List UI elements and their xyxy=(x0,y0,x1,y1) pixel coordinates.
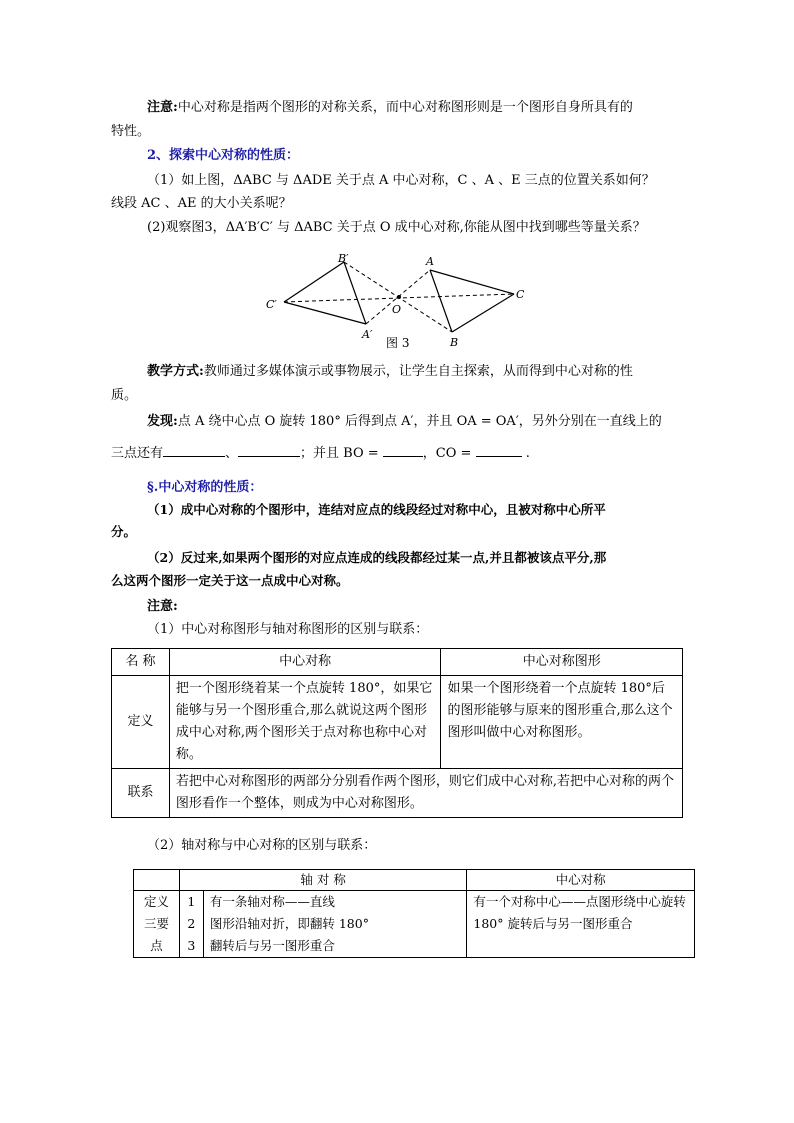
section-heading-properties: §.中心对称的性质： xyxy=(147,480,263,495)
edge-c1-b1 xyxy=(284,262,344,302)
label-a: A xyxy=(426,255,434,268)
edge-b-c xyxy=(452,294,514,332)
label-b-prime: B′ xyxy=(338,252,349,265)
discovery-text-e: . xyxy=(525,446,530,461)
table1-header-name: 名 称 xyxy=(112,649,170,676)
table1-row-relation-label: 联系 xyxy=(112,769,170,818)
note-label-2: 注意: xyxy=(147,599,178,614)
discovery-label: 发现: xyxy=(147,414,178,429)
table2-axis-point-3: 翻转后与另一图形重合 xyxy=(209,938,335,953)
table2-num-3: 3 xyxy=(187,938,196,953)
discovery-line2 xyxy=(111,442,530,464)
table1-header-centrosymmetric-figure: 中心对称图形 xyxy=(441,649,683,676)
blank-3[interactable] xyxy=(383,442,423,457)
label-o: O xyxy=(392,303,402,316)
edge-b1-a1 xyxy=(344,262,366,324)
table2-header-empty xyxy=(134,870,180,891)
question-1-line1: （1）如上图，ΔABC 与 ΔADE 关于点 A 中心对称，C 、A 、E 三点的位置关系如何？ xyxy=(147,173,655,188)
teaching-continuation: 质。 xyxy=(111,388,138,403)
table-2-title: （2）轴对称与中心对称的区别与联系： xyxy=(147,838,377,853)
teaching-method xyxy=(147,362,633,382)
discovery-text: 点 A 绕中心点 O 旋转 180° 后得到点 A′，并且 OA = OA′，另外分别在一直线上的 xyxy=(177,414,662,429)
table2-row-label xyxy=(134,891,180,958)
comparison-table-2 xyxy=(133,869,695,958)
discovery-text-c: ；并且 BO = xyxy=(300,446,379,461)
edge-a-b xyxy=(430,270,452,332)
discovery-line1 xyxy=(147,412,662,432)
center-point-o xyxy=(397,295,401,299)
table2-label-line-1: 定义 xyxy=(143,894,169,909)
table2-header-central-symmetry: 中心对称 xyxy=(467,870,695,891)
table2-axis-points xyxy=(203,891,467,958)
table2-header-axis-symmetry: 轴 对 称 xyxy=(179,870,466,891)
comparison-table-1 xyxy=(111,648,683,818)
property-2-line2: 么这两个图形一定关于这一点成中心对称。 xyxy=(111,573,349,588)
label-c-prime: C′ xyxy=(266,298,277,311)
table2-num-2: 2 xyxy=(187,916,196,931)
table2-center-points: 有一个对称中心——点图形绕中心旋转 180° 旋转后与另一图形重合 xyxy=(467,891,695,958)
table1-row-definition-label: 定义 xyxy=(112,676,170,769)
table-1-title: （1）中心对称图形与轴对称图形的区别与联系： xyxy=(147,622,429,637)
table2-axis-point-1: 有一条轴对称——直线 xyxy=(209,894,335,909)
note-label: 注意: xyxy=(147,100,178,115)
property-1-line2: 分。 xyxy=(111,524,137,539)
table1-definition-centrosymmetric-figure: 如果一个图形绕着一个点旋转 180°后的图形能够与原来的图形重合,那么这个图形叫做中心对称图形。 xyxy=(441,676,683,769)
table2-label-line-2: 三要 xyxy=(143,916,169,931)
blank-2[interactable] xyxy=(238,442,300,457)
discovery-text-a: 三点还有 xyxy=(111,446,164,461)
property-2-line1: （2）反过来,如果两个图形的对应点连成的线段都经过某一点,并且都被该点平分,那 xyxy=(147,550,607,565)
edge-c1-a1 xyxy=(284,302,366,324)
section-heading-explore: 2、探索中心对称的性质： xyxy=(147,148,300,163)
label-b: B xyxy=(450,336,459,349)
table2-label-line-3: 点 xyxy=(150,938,163,953)
discovery-text-d: ，CO = xyxy=(422,446,472,461)
table1-relation-text: 若把中心对称图形的两部分分别看作两个图形，则它们成中心对称,若把中心对称的两个图形看作一个整体，则成为中心对称图形。 xyxy=(169,769,682,818)
figure-caption: 图 3 xyxy=(386,336,410,350)
table2-numbers xyxy=(179,891,203,958)
table2-axis-point-2: 图形沿轴对折，即翻转 180° xyxy=(209,916,369,931)
label-c: C xyxy=(516,288,525,301)
table1-definition-central-symmetry: 把一个图形绕着某一个点旋转 180°，如果它能够与另一个图形重合,那么就说这两个图形成中心对称,两个图形关于点对称也称中心对称。 xyxy=(169,676,441,769)
question-1-line2: 线段 AC 、AE 的大小关系呢？ xyxy=(111,196,292,211)
teaching-label: 教学方式: xyxy=(147,364,204,379)
table2-num-1: 1 xyxy=(187,894,196,909)
figure-3-diagram xyxy=(260,250,540,350)
property-1-line1: （1）成中心对称的个图形中，连结对应点的线段经过对称中心，且被对称中心所平 xyxy=(147,502,606,517)
note-text: 中心对称是指两个图形的对称关系，而中心对称图形则是一个图形自身所具有的 xyxy=(177,100,633,115)
table1-header-central-symmetry: 中心对称 xyxy=(169,649,441,676)
note-paragraph xyxy=(147,98,633,118)
note-continuation: 特性。 xyxy=(111,124,151,139)
blank-4[interactable] xyxy=(476,442,522,457)
blank-1[interactable] xyxy=(163,442,225,457)
edge-a-c xyxy=(430,270,514,294)
teaching-text: 教师通过多媒体演示或事物展示，让学生自主探索，从而得到中心对称的性 xyxy=(203,364,633,379)
question-2-line: (2)观察图3，ΔA′B′C′ 与 ΔABC 关于点 O 成中心对称,你能从图中找到哪些等量关系？ xyxy=(147,220,646,235)
label-a-prime: A′ xyxy=(362,328,373,341)
discovery-text-b: 、 xyxy=(225,446,239,461)
